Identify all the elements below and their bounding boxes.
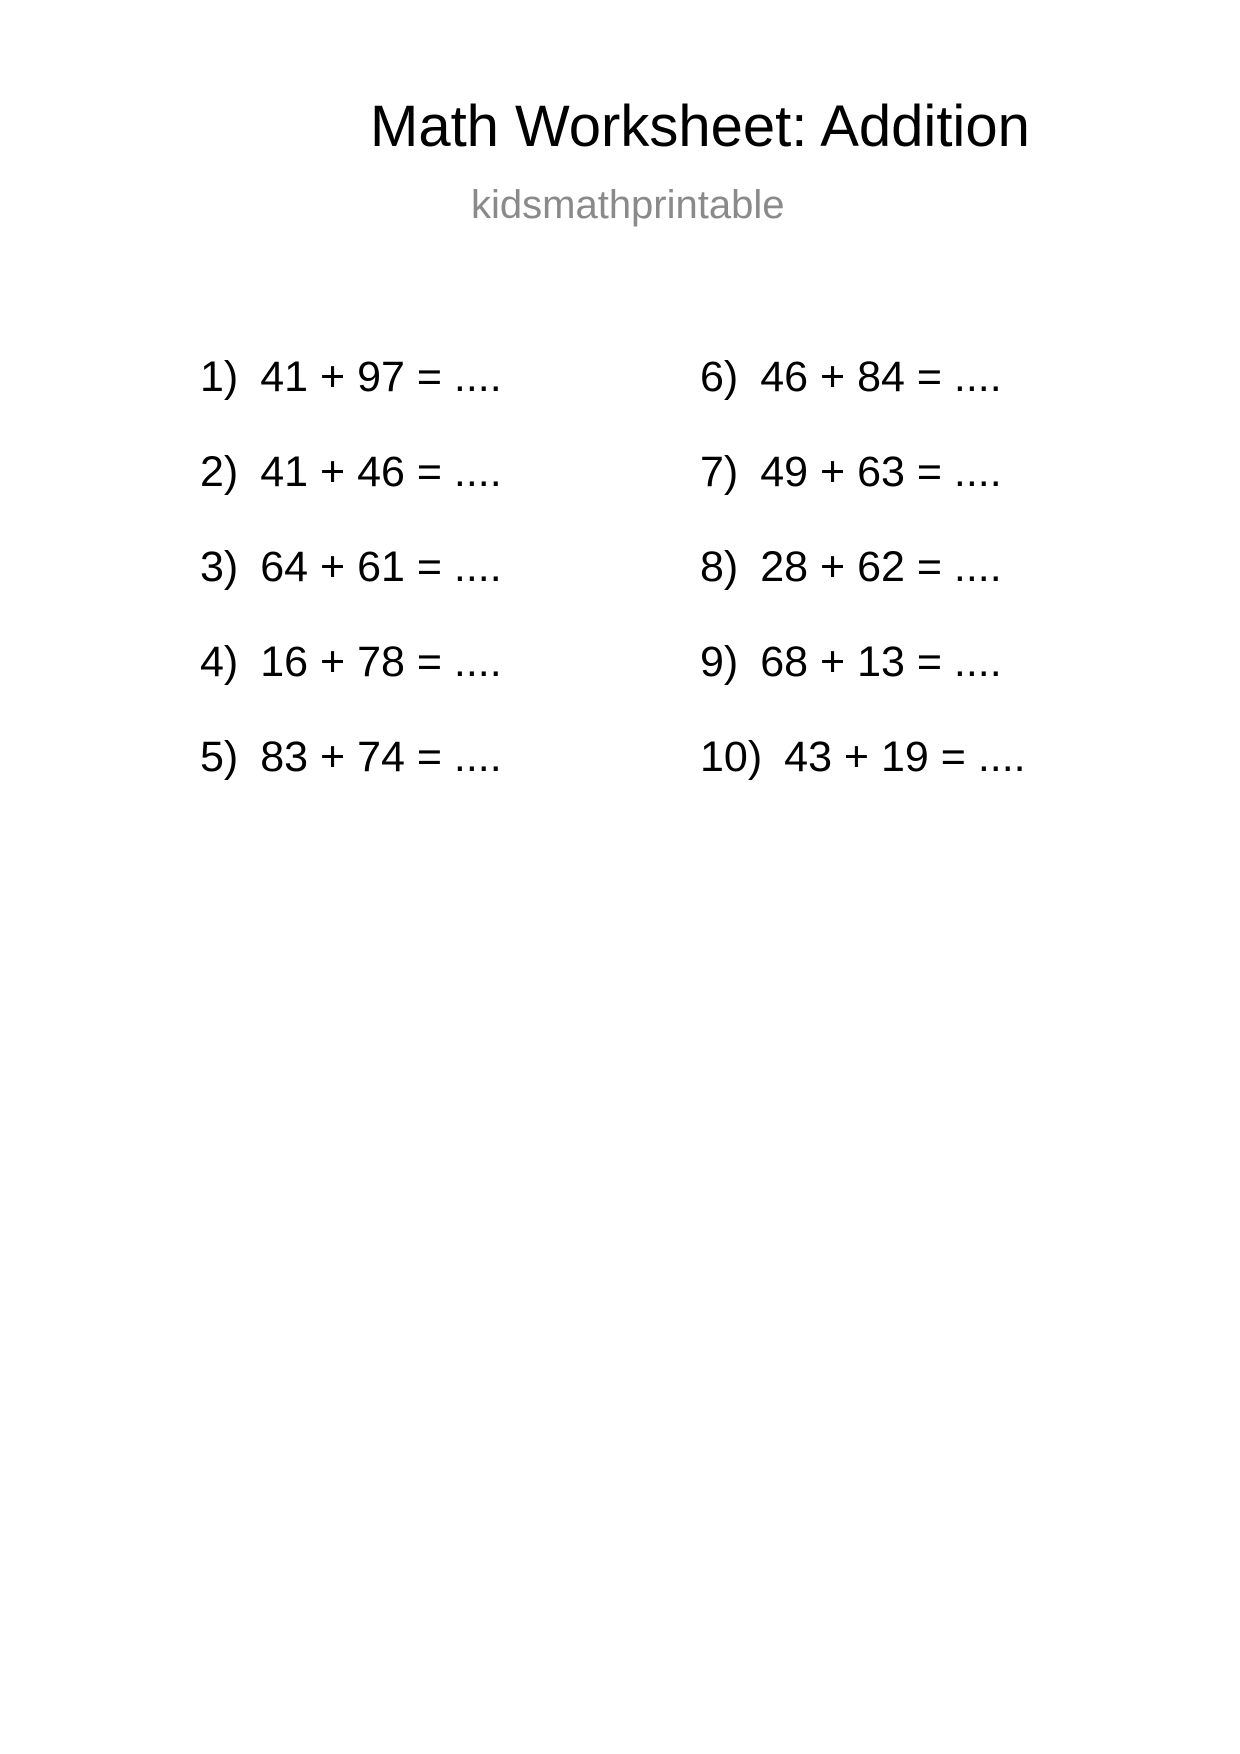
problem-item <box>700 448 1002 496</box>
problem-item <box>700 543 1002 591</box>
problem-number: 9) <box>700 638 739 686</box>
problem-expression: 41 + 97 = .... <box>260 353 502 401</box>
problem-expression: 43 + 19 = .... <box>784 733 1026 781</box>
problem-number: 5) <box>200 733 239 781</box>
problem-number: 7) <box>700 448 739 496</box>
page-subtitle: kidsmathprintable <box>471 183 785 227</box>
problem-item <box>200 638 502 686</box>
problem-expression: 49 + 63 = .... <box>760 448 1002 496</box>
problem-item <box>200 733 502 781</box>
problem-number: 4) <box>200 638 239 686</box>
problem-expression: 28 + 62 = .... <box>760 543 1002 591</box>
problem-item <box>700 353 1002 401</box>
problem-number: 1) <box>200 353 239 401</box>
problem-expression: 16 + 78 = .... <box>260 638 502 686</box>
problem-item <box>700 638 1002 686</box>
problem-number: 6) <box>700 353 739 401</box>
problem-item <box>200 448 502 496</box>
problem-number: 8) <box>700 543 739 591</box>
problem-expression: 41 + 46 = .... <box>260 448 502 496</box>
problem-expression: 64 + 61 = .... <box>260 543 502 591</box>
problem-item <box>200 353 502 401</box>
problem-expression: 68 + 13 = .... <box>760 638 1002 686</box>
problem-number: 2) <box>200 448 239 496</box>
problem-number: 3) <box>200 543 239 591</box>
problem-item <box>200 543 502 591</box>
problem-expression: 46 + 84 = .... <box>760 353 1002 401</box>
page-title: Math Worksheet: Addition <box>370 94 1030 159</box>
problem-expression: 83 + 74 = .... <box>260 733 502 781</box>
problem-item <box>700 733 1026 781</box>
problem-number: 10) <box>700 733 763 781</box>
